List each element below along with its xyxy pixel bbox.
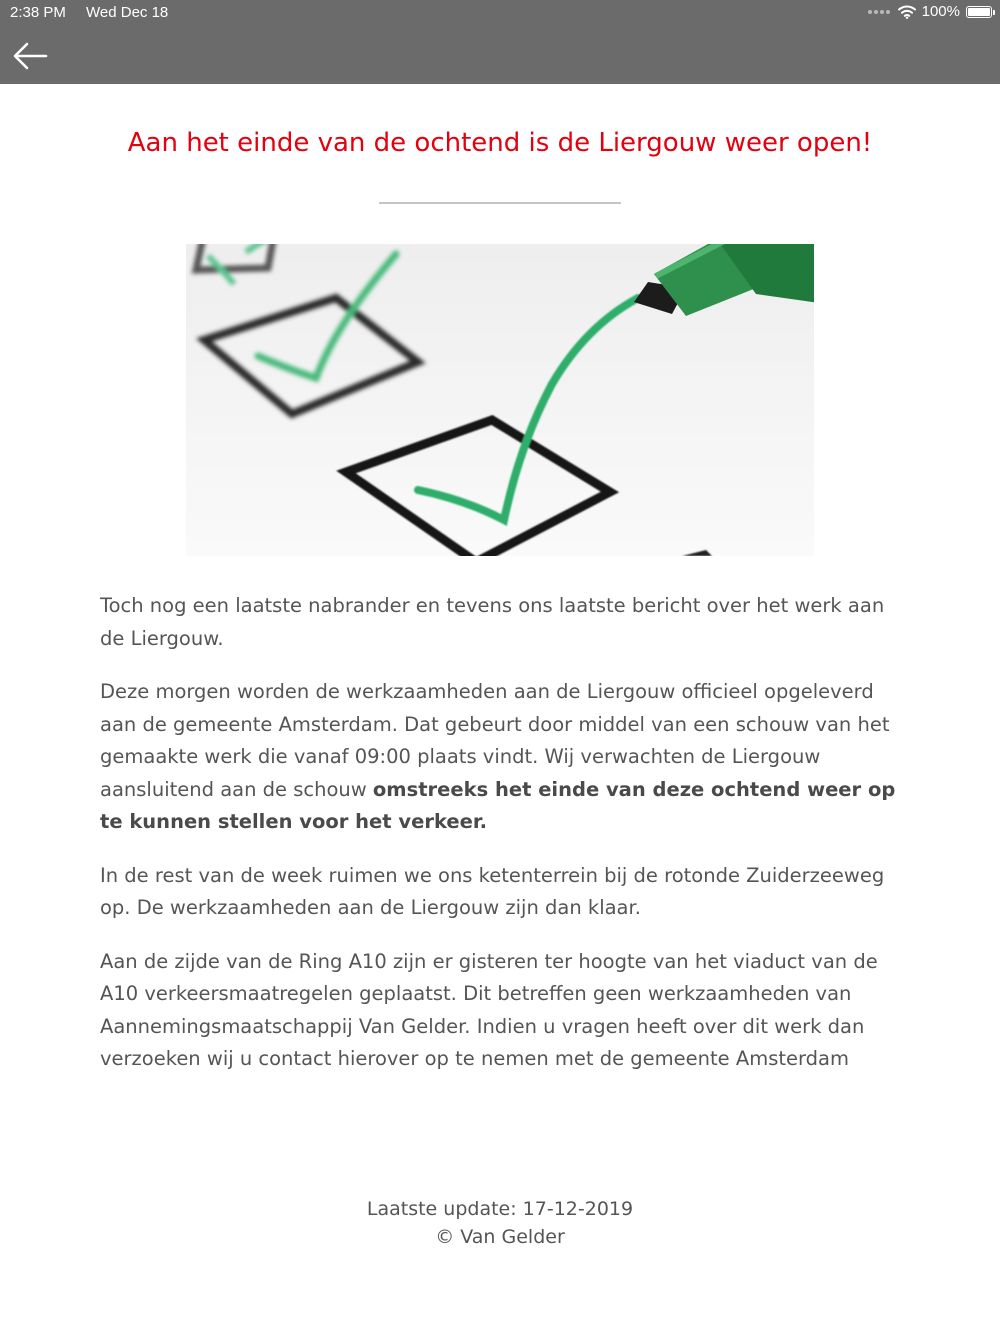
cellular-signal-icon <box>868 10 890 14</box>
status-indicators <box>868 3 992 20</box>
article-title: Aan het einde van de ochtend is de Liergouw weer open! <box>127 128 873 158</box>
footer <box>0 1195 1000 1251</box>
paragraph-handover-highlight: omstreeks het einde van deze ochtend weer op te kunnen stellen voor het verkeer. <box>100 777 896 833</box>
title-divider <box>379 202 621 204</box>
paragraph-cleanup: In de rest van de week ruimen we ons ketenterrein bij de rotonde Zuiderzeeweg op. De werkzaamheden aan de Liergouw zijn dan klaar. <box>100 863 885 919</box>
paragraph-handover <box>100 676 900 839</box>
article-image <box>186 244 814 556</box>
top-bar <box>0 0 1000 84</box>
battery-percentage: 100% <box>921 3 960 20</box>
copyright: © Van Gelder <box>435 1226 565 1248</box>
back-button[interactable] <box>10 36 50 76</box>
battery-level <box>968 8 990 16</box>
status-date: Wed Dec 18 <box>86 4 169 21</box>
article-body <box>100 590 900 1097</box>
last-update: Laatste update: 17-12-2019 <box>366 1198 634 1220</box>
wifi-icon <box>898 5 916 19</box>
status-time: 2:38 PM <box>10 4 66 21</box>
paragraph-intro: Toch nog een laatste nabrander en tevens ons laatste bericht over het werk aan de Liergouw. <box>100 594 885 650</box>
paragraph-handover-text: Deze morgen worden de werkzaamheden aan de Liergouw officieel opgeleverd aan de gemeente Amsterdam. Dat gebeurt door middel van een schouw van het gemaakte werk die vanaf 09:00 plaats vindt. Wij verwachten de Liergouw aansluitend aan de schouw <box>100 680 890 801</box>
arrow-left-icon <box>10 36 50 76</box>
paragraph-a10: Aan de zijde van de Ring A10 zijn er gisteren ter hoogte van het viaduct van de A10 verkeersmaatregelen geplaatst. Dit betreffen geen werkzaamheden van Aannemingsmaatschappij Van Gelder. Indien u vragen heeft over dit werk dan verzoeken wij u contact hierover op te nemen met de gemeente Amsterdam <box>100 949 878 1070</box>
battery-icon <box>966 6 992 18</box>
checklist-illustration <box>186 244 814 556</box>
